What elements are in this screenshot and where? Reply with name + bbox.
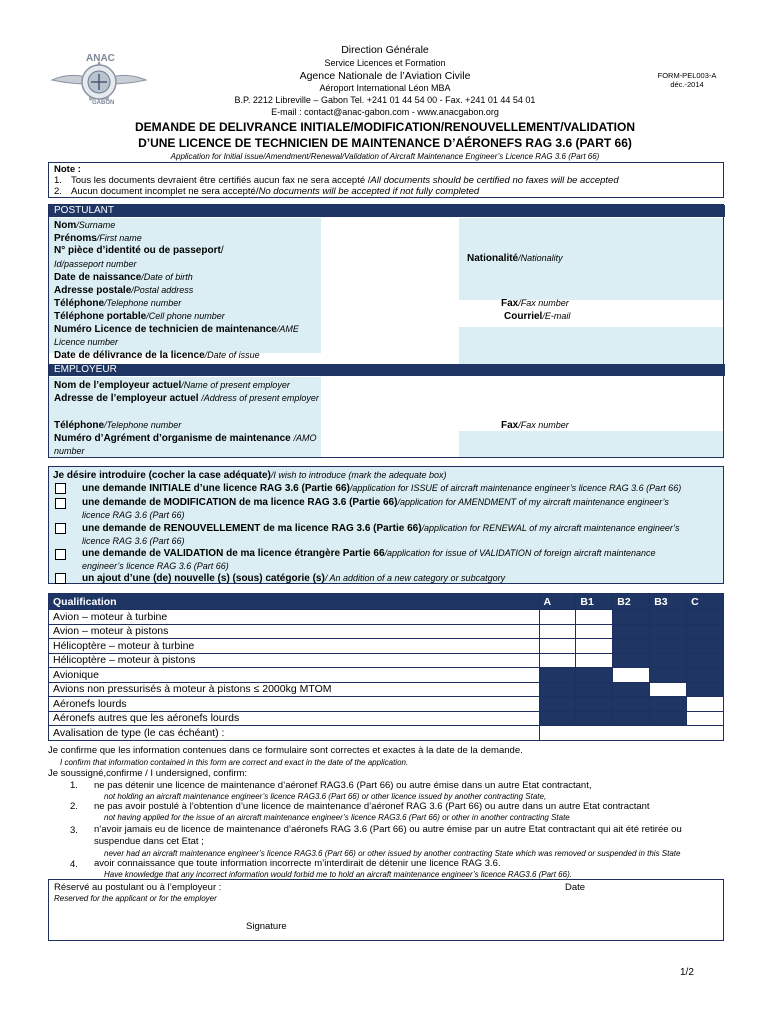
header-line6: E-mail : contact@anac-gabon.com - www.anacgabon.org [271, 107, 499, 117]
nationality-label: Nationalité/Nationality [467, 253, 563, 264]
qualification-cell-b1[interactable] [576, 624, 613, 639]
cell-phone-label: Téléphone portable/Cell phone number [54, 311, 225, 322]
postal-address-label: Adresse postale/Postal address [54, 285, 194, 296]
note-text-1-en: All documents should be certified no faxes will be accepted [370, 175, 619, 186]
qualification-cell-b2 [613, 610, 650, 625]
applicant-section [48, 204, 724, 458]
signature-box [48, 879, 724, 941]
qualification-row-label: Avalisation de type (le cas échéant) : [49, 726, 540, 741]
qualification-cell-b3 [650, 639, 687, 654]
header-line2: Service Licences et Formation [324, 58, 446, 68]
validation-label: une demande de VALIDATION de ma licence étrangère Partie 66/application for issue of VALIDATION of foreign aircraft maintenance [82, 548, 656, 559]
validation-checkbox[interactable] [55, 549, 66, 560]
employer-bar: EMPLOYEUR [49, 364, 725, 376]
note-number-1: 1. [54, 175, 62, 186]
logo-text-top: ANAC [86, 53, 115, 64]
renewal-checkbox[interactable] [55, 523, 66, 534]
header-line1: Direction Générale [341, 44, 429, 56]
amendment-label: une demande de MODIFICATION de ma licence RAG 3.6 (Partie 66)/application for AMENDMENT of my aircraft maintenance engineer’s [82, 497, 669, 508]
qualification-cell-a[interactable] [539, 610, 576, 625]
initial-issue-checkbox[interactable] [55, 483, 66, 494]
note-text-1: Tous les documents devraient être certifiés aucun fax ne sera accepté / [71, 175, 371, 186]
qualification-cell-b2 [613, 711, 650, 726]
renewal-label: une demande de RENOUVELLEMENT de ma licence RAG 3.6 (Partie 66)/application for RENEWAL of my aircraft maintenance engineer’s [82, 523, 680, 534]
form-reference: FORM-PEL003-A [657, 71, 717, 80]
qualification-row-label: Avionique [49, 668, 540, 683]
confirm-n2: 2. [70, 801, 78, 812]
initial-issue-label: une demande INITIALE d’une licence RAG 3.6 (Partie 66)/application for ISSUE of aircraft maintenance engineer’s licence RAG 3.6 (Part 66) [82, 483, 682, 494]
qualification-row-label: Avion – moteur à pistons [49, 624, 540, 639]
title-subtitle: Application for Initial issue/Amendment/Renewal/Validation of Aircraft Maintenance Engineer’s Licence RAG 3.6 (Part 66) [170, 152, 600, 161]
qualification-cell-b1[interactable] [576, 639, 613, 654]
qualification-row-label: Avions non pressurisés à moteur à pistons ≤ 2000kg MTOM [49, 682, 540, 697]
qualification-row [49, 639, 724, 654]
id-number-label: N° pièce d’identité ou de passeport/ [54, 245, 224, 256]
qualification-row [49, 653, 724, 668]
qualification-cell-b2 [613, 697, 650, 712]
qualification-row [49, 711, 724, 726]
request-section [48, 466, 724, 584]
qualification-cell-a[interactable] [539, 653, 576, 668]
qualification-cell-a [539, 682, 576, 697]
qualification-cell-c [687, 682, 724, 697]
confirm-p1: Je confirme que les information contenues dans ce formulaire sont correctes et exactes à la date de la demande. [48, 745, 523, 756]
type-endorsement-cell[interactable] [539, 726, 724, 741]
qualification-cell-c [687, 610, 724, 625]
col-header-b2: B2 [613, 594, 650, 610]
note-item-1 [71, 175, 619, 186]
amo-number-label-en: number [54, 446, 85, 456]
reserved-label: Réservé au postulant ou à l’employeur : [54, 882, 222, 893]
qualification-cell-b2 [613, 639, 650, 654]
qualification-cell-a [539, 711, 576, 726]
col-header-b1: B1 [576, 594, 613, 610]
col-header-a: A [539, 594, 576, 610]
note-text-2-en: No documents will be accepted if not fully completed [258, 186, 480, 197]
confirm-n3: 3. [70, 825, 78, 836]
qualification-cell-b1[interactable] [576, 653, 613, 668]
qualification-cell-b1 [576, 682, 613, 697]
qualification-cell-b3 [650, 697, 687, 712]
qualification-row-label: Hélicoptère – moteur à turbine [49, 639, 540, 654]
employer-fax-label: Fax/Fax number [501, 420, 569, 431]
licence-number-label-en: Licence number [54, 337, 119, 347]
logo-text-bottom: GABON [92, 100, 115, 106]
qualification-row [49, 726, 724, 741]
qualification-row [49, 668, 724, 683]
employer-address-label: Adresse de l’employeur actuel /Address of present employer [54, 393, 319, 404]
amendment-label-2: licence RAG 3.6 (Part 66) [82, 510, 185, 520]
validation-label-2: engineer’s licence RAG 3.6 (Part 66) [82, 561, 229, 571]
id-number-label-en: Id/passeport number [54, 259, 137, 269]
confirm-e4: Have knowledge that any incorrect information would forbid me to hold an aircraft maintenance engineer’s licence RAG3.6 (Part 66). [104, 870, 572, 879]
qualification-header: Qualification [49, 594, 540, 610]
date-label: Date [565, 882, 586, 893]
confirm-n4: 4. [70, 859, 78, 870]
qualification-cell-b3 [650, 668, 687, 683]
note-number-2: 2. [54, 186, 62, 197]
reserved-label-en: Reserved for the applicant or for the employer [54, 894, 217, 903]
qualification-cell-b1[interactable] [576, 610, 613, 625]
col-header-b3: B3 [650, 594, 687, 610]
issue-date-label: Date de délivrance de la licence/Date of issue [54, 350, 260, 361]
confirm-t3: n’avoir jamais eu de licence de maintenance d’aéronefs RAG 3.6 (Part 66) ou autre émise par un autre Etat contractant qui ait été retirée ou [94, 824, 682, 835]
qualification-cell-b3 [650, 610, 687, 625]
qualification-cell-b1 [576, 668, 613, 683]
qualification-cell-c [687, 668, 724, 683]
qualification-row [49, 682, 724, 697]
right-bottom-field[interactable] [459, 327, 723, 364]
addition-checkbox[interactable] [55, 573, 66, 584]
confirm-t4: avoir connaissance que toute information incorrecte m’interdirait de détenir une licence RAG 3.6. [94, 858, 501, 869]
amo-number-label: Numéro d’Agrément d’organisme de maintenance /AMO [54, 433, 317, 444]
qualification-cell-c [687, 653, 724, 668]
col-header-c: C [687, 594, 724, 610]
qualification-cell-b3 [650, 711, 687, 726]
telephone-label: Téléphone/Telephone number [54, 298, 182, 309]
signature-label: Signature [246, 921, 287, 932]
qualification-cell-c [687, 624, 724, 639]
qualification-row [49, 624, 724, 639]
qualification-table [48, 593, 724, 741]
note-item-2 [71, 186, 479, 197]
note-label: Note : [54, 164, 81, 175]
qualification-cell-b3 [650, 624, 687, 639]
confirm-e1: not holding an aircraft maintenance engineer’s licence RAG3.6 (Part 66) or other licence issued by another contracting State, [104, 792, 547, 801]
qualification-cell-b3 [650, 653, 687, 668]
qualification-cell-a[interactable] [539, 639, 576, 654]
qualification-cell-b1 [576, 711, 613, 726]
email-label: Courriel/E-mail [504, 311, 571, 322]
surname-label: Nom/Surname [54, 220, 116, 231]
amendment-checkbox[interactable] [55, 498, 66, 509]
title-line2: D’UNE LICENCE DE TECHNICIEN DE MAINTENANCE D’AÉRONEFS RAG 3.6 (PART 66) [138, 136, 632, 150]
confirm-t2: ne pas avoir postulé à l’obtention d’une licence de maintenance d’aéronef RAG 3.6 (Part 66) ou autre dans un autre Etat contractant [94, 801, 650, 812]
qualification-cell-c[interactable] [687, 711, 724, 726]
employer-name-label: Nom de l’employeur actuel/Name of present employer [54, 380, 290, 391]
qualification-row-label: Aéronefs lourds [49, 697, 540, 712]
addition-label: un ajout d’une (de) nouvelle (s) (sous) catégorie (s)/ An addition of a new category or subcatgory [82, 573, 506, 584]
employer-telephone-label: Téléphone/Telephone number [54, 420, 182, 431]
confirm-e3: never had an aircraft maintenance engineer’s licence RAG3.6 (Part 66) or other issued by another contracting State which was removed or suspended in this State [104, 849, 681, 858]
employer-right-field[interactable] [459, 431, 723, 457]
header-line3: Agence Nationale de l’Aviation Civile [299, 70, 471, 82]
page-number: 1/2 [680, 967, 694, 978]
first-name-label: Prénoms/First name [54, 233, 142, 244]
title-line1: DEMANDE DE DELIVRANCE INITIALE/MODIFICATION/RENOUVELLEMENT/VALIDATION [135, 120, 635, 134]
qualification-row-label: Hélicoptère – moteur à pistons [49, 653, 540, 668]
qualification-row [49, 697, 724, 712]
header-line4: Aéroport International Léon MBA [319, 83, 451, 93]
fax-label: Fax/Fax number [501, 298, 569, 309]
birth-date-label: Date de naissance/Date of birth [54, 272, 193, 283]
qualification-cell-a[interactable] [539, 624, 576, 639]
qualification-row-label: Avion – moteur à turbine [49, 610, 540, 625]
qualification-cell-a [539, 697, 576, 712]
applicant-bar: POSTULANT [49, 205, 725, 217]
confirm-p1-en: I confirm that information contained in this form are correct and exact in the date of the application. [60, 758, 409, 767]
qualification-cell-b2[interactable] [613, 668, 650, 683]
licence-number-label: Numéro Licence de technicien de maintenance/AME [54, 324, 299, 335]
confirm-e2: not having applied for the issue of an aircraft maintenance engineer’s licence RAG3.6 (Part 66) or other in another contracting State [104, 813, 570, 822]
request-title: Je désire introduire (cocher la case adéquate)/I wish to introduce (mark the adequate box) [53, 470, 447, 481]
qualification-cell-b2 [613, 653, 650, 668]
confirm-t3b: suspendue dans cet Etat ; [94, 836, 204, 847]
confirm-p2: Je soussigné,confirme / I undersigned, confirm: [48, 768, 248, 779]
confirm-n1: 1. [70, 780, 78, 791]
confirm-t1: ne pas détenir une licence de maintenance d’aéronef RAG3.6 (Part 66) ou autre émise dans un autre Etat contractant, [94, 780, 592, 791]
qualification-cell-a [539, 668, 576, 683]
qualification-cell-b2 [613, 682, 650, 697]
header-line5: B.P. 2212 Libreville – Gabon Tel. +241 01 44 54 00 - Fax. +241 01 44 54 01 [234, 95, 536, 105]
form-date: déc.-2014 [670, 80, 704, 89]
renewal-label-2: licence RAG 3.6 (Part 66) [82, 536, 185, 546]
qualification-cell-c [687, 639, 724, 654]
qualification-cell-b3[interactable] [650, 682, 687, 697]
note-text-2: Aucun document incomplet ne sera accepté/ [71, 186, 259, 197]
qualification-header-row [49, 594, 724, 610]
note-box [48, 162, 724, 198]
qualification-row-label: Aéronefs autres que les aéronefs lourds [49, 711, 540, 726]
qualification-cell-b2 [613, 624, 650, 639]
qualification-row [49, 610, 724, 625]
qualification-cell-c[interactable] [687, 697, 724, 712]
qualification-cell-b1 [576, 697, 613, 712]
